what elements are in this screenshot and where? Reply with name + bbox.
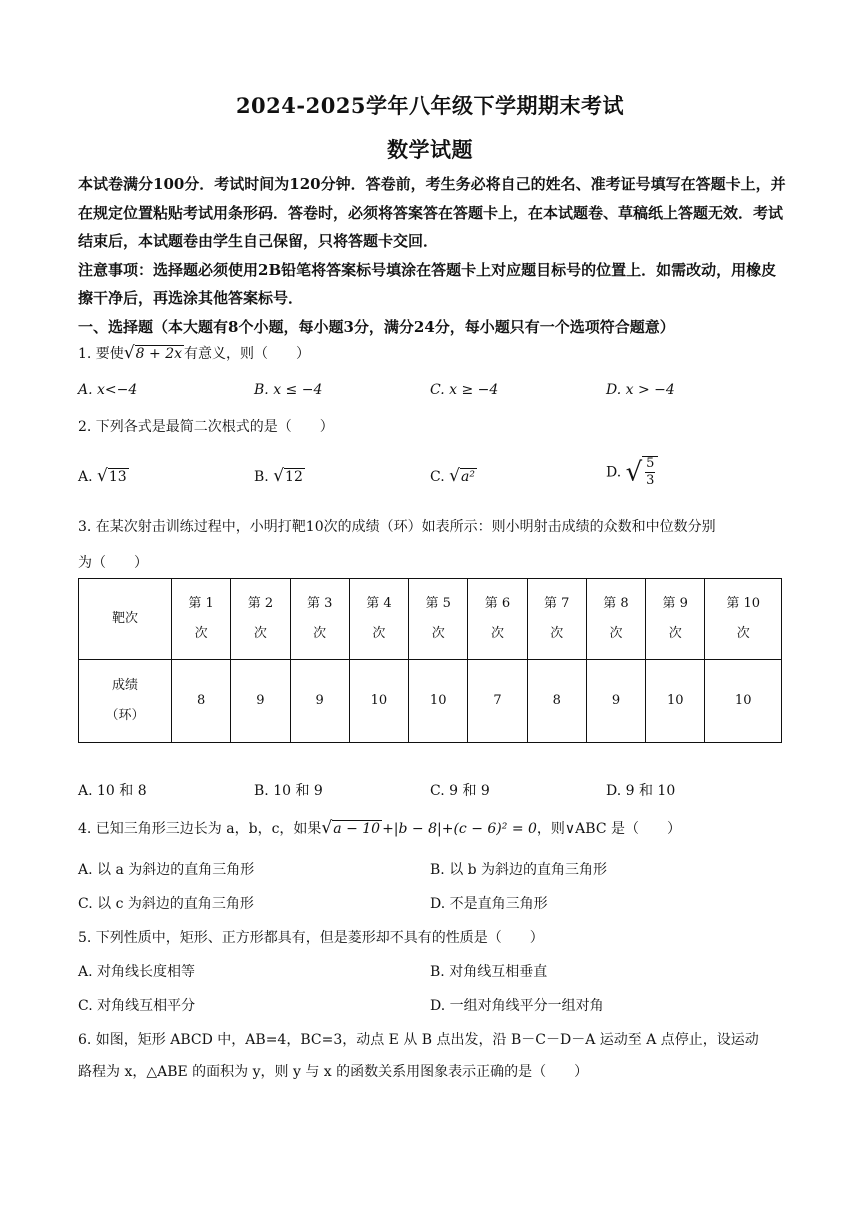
score-cell: 7	[468, 660, 527, 743]
q3-option-d[interactable]: D. 9 和 10	[606, 783, 676, 799]
q4-option-d[interactable]: D. 不是直角三角形	[430, 896, 548, 912]
q5-option-c[interactable]: C. 对角线互相平分	[78, 998, 196, 1014]
q4-radicand: a − 10	[333, 821, 381, 837]
score-cell: 10	[646, 660, 705, 743]
q1-radicand: 8 + 2x	[135, 346, 182, 362]
q3-option-c[interactable]: C. 9 和 9	[430, 783, 490, 799]
q1-option-a[interactable]: A. x<−4	[78, 382, 138, 398]
q4-suffix: ，则∨ABC 是（ ）	[536, 821, 681, 837]
question-2: 2. 下列各式是最简二次根式的是（ ）	[78, 419, 334, 435]
q2-option-c[interactable]: C. √a²	[430, 466, 475, 486]
q1-option-b[interactable]: B. x ≤ −4	[254, 382, 323, 398]
q2-a-label: A.	[78, 469, 93, 485]
col-header-5: 第 5 次	[409, 579, 468, 660]
col-header-10: 第 10 次	[705, 579, 782, 660]
q3-option-b[interactable]: B. 10 和 9	[254, 783, 323, 799]
question-1: 1. 要使√8 + 2x 有意义，则（ ）	[78, 343, 310, 363]
q2-c-label: C.	[430, 469, 445, 485]
q2-d-label: D.	[606, 464, 622, 481]
score-cell: 10	[349, 660, 408, 743]
q2-a-radicand: 13	[108, 469, 127, 485]
table-row	[79, 660, 782, 743]
score-cell: 10	[705, 660, 782, 743]
q4-option-a[interactable]: A. 以 a 为斜边的直角三角形	[78, 862, 255, 878]
q2-c-radicand: a²	[460, 469, 475, 485]
exam-subtitle: 数学试题	[387, 137, 473, 162]
q2-b-radicand: 12	[285, 469, 303, 485]
q2-option-a[interactable]: A. √13	[78, 466, 127, 486]
q5-option-a[interactable]: A. 对角线长度相等	[78, 964, 196, 980]
q3-option-a[interactable]: A. 10 和 8	[78, 783, 147, 799]
col-header-6: 第 6 次	[468, 579, 527, 660]
question-5: 5. 下列性质中，矩形、正方形都具有，但是菱形却不具有的性质是（ ）	[78, 930, 544, 946]
question-3-line-2: 为（ ）	[78, 555, 148, 571]
score-cell: 10	[409, 660, 468, 743]
col-header-3: 第 3 次	[290, 579, 349, 660]
q5-option-b[interactable]: B. 对角线互相垂直	[430, 964, 548, 980]
question-4: 4. 已知三角形三边长为 a，b，c，如果√a − 10 +|b − 8|+(c − 6)² = 0，则∨ABC 是（ ）	[78, 818, 681, 838]
section-heading: 一、选择题（本大题有8个小题，每小题3分，满分24分，每小题只有一个选项符合题意）	[78, 317, 675, 336]
exam-title: 2024-2025学年八年级下学期期末考试	[235, 93, 625, 118]
score-cell: 9	[290, 660, 349, 743]
col-header-4: 第 4 次	[349, 579, 408, 660]
q2-option-d[interactable]: D. √ $\frac{5}{3}$	[606, 456, 658, 488]
question-6-line-2: 路程为 x，△ABE 的面积为 y，则 y 与 x 的函数关系用图象表示正确的是（ ）	[78, 1064, 589, 1080]
score-cell: 8	[172, 660, 231, 743]
q4-expression: +|b − 8|+(c − 6)² = 0	[382, 821, 537, 837]
q2-option-b[interactable]: B. √12	[254, 466, 303, 486]
q2-d-denominator: 3	[646, 473, 655, 488]
row-header-target: 靶次	[79, 579, 172, 660]
table-row	[79, 579, 782, 660]
q4-prefix: 4. 已知三角形三边长为 a，b，c，如果	[78, 821, 322, 837]
col-header-1: 第 1 次	[172, 579, 231, 660]
score-cell: 9	[231, 660, 290, 743]
q1-option-c[interactable]: C. x ≥ −4	[430, 382, 499, 398]
col-header-8: 第 8 次	[586, 579, 645, 660]
score-table	[78, 578, 782, 743]
q4-option-b[interactable]: B. 以 b 为斜边的直角三角形	[430, 862, 608, 878]
q5-option-d[interactable]: D. 一组对角线平分一组对角	[430, 998, 604, 1014]
instructions-paragraph: 本试卷满分100分．考试时间为120分钟．答卷前，考生务必将自己的姓名、准考证号填写在答题卡上，并在规定位置粘贴考试用条形码．答卷时，必须将答案答在答题卡上，在本试题卷、草稿纸上答题无效．考试结束后，本试题卷由学生自己保留，只将答题卡交回．	[78, 175, 786, 250]
notice-paragraph: 注意事项：选择题必须使用2B铅笔将答案标号填涂在答题卡上对应题目标号的位置上．如需改动，用橡皮擦干净后，再选涂其他答案标号．	[78, 260, 777, 307]
q2-b-label: B.	[254, 469, 269, 485]
q2-d-fraction	[645, 457, 655, 488]
score-cell: 8	[527, 660, 586, 743]
q1-suffix: 有意义，则（ ）	[184, 346, 310, 362]
row-header-score: 成绩 （环）	[79, 660, 172, 743]
q4-option-c[interactable]: C. 以 c 为斜边的直角三角形	[78, 896, 254, 912]
col-header-7: 第 7 次	[527, 579, 586, 660]
q1-prefix: 1. 要使	[78, 346, 124, 362]
question-3-line-1: 3. 在某次射击训练过程中，小明打靶10次的成绩（环）如表所示：则小明射击成绩的众数和中位数分别	[78, 519, 716, 535]
exam-instructions	[78, 170, 790, 341]
col-header-9: 第 9 次	[646, 579, 705, 660]
question-6-line-1: 6. 如图，矩形 ABCD 中，AB=4，BC=3，动点 E 从 B 点出发，沿 B－C－D－A 运动至 A 点停止，设运动	[78, 1032, 759, 1048]
q2-d-numerator: 5	[646, 456, 655, 471]
score-cell: 9	[586, 660, 645, 743]
col-header-2: 第 2 次	[231, 579, 290, 660]
q1-option-d[interactable]: D. x > −4	[606, 382, 675, 398]
